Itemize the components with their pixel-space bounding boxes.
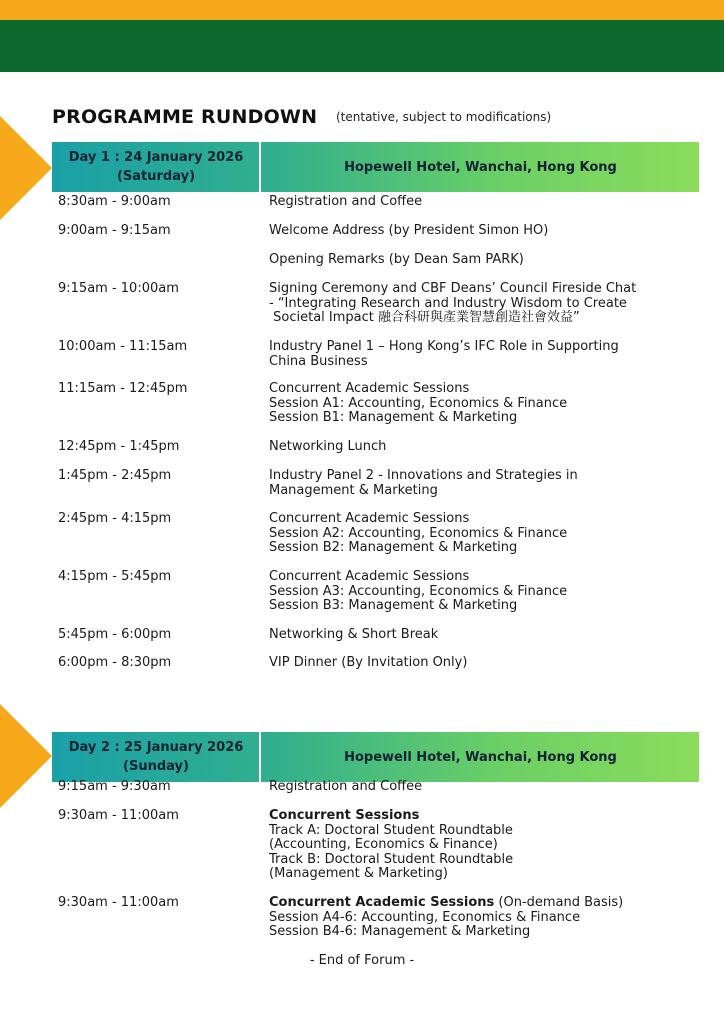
row-description xyxy=(269,512,689,556)
row-description xyxy=(269,340,689,369)
row-time: 6:00pm - 8:30pm xyxy=(58,655,172,670)
day1-label xyxy=(52,142,260,192)
row-time: 8:30am - 9:00am xyxy=(58,194,171,209)
description-line: Track B: Doctoral Student Roundtable xyxy=(269,851,514,867)
day1-date: Day 1 : 24 January 2026 xyxy=(68,150,244,165)
description-line: - “Integrating Research and Industry Wisdom to Create xyxy=(269,295,627,311)
row-time: 2:45pm - 4:15pm xyxy=(58,511,172,526)
description-line: Societal Impact 融合科研與產業智慧創造社會效益” xyxy=(269,310,580,326)
description-line: Registration and Coffee xyxy=(269,194,423,209)
row-time: 9:15am - 9:30am xyxy=(58,779,171,794)
description-line: Session B1: Management & Marketing xyxy=(269,410,518,426)
description-line: Session A4-6: Accounting, Economics & Finance xyxy=(269,909,581,925)
row-description xyxy=(269,224,689,239)
day1-venue: Hopewell Hotel, Wanchai, Hong Kong xyxy=(344,159,617,175)
description-line: Industry Panel 1 – Hong Kong’s IFC Role in Supporting xyxy=(269,339,619,354)
row-time: 1:45pm - 2:45pm xyxy=(58,468,172,483)
row-description xyxy=(269,469,689,498)
description-line: Concurrent Academic Sessions xyxy=(269,381,470,396)
description-line: Session A3: Accounting, Economics & Finance xyxy=(269,583,568,599)
day2-weekday: (Sunday) xyxy=(123,759,189,774)
description-heading-suffix: (On-demand Basis) xyxy=(494,895,624,910)
row-description xyxy=(269,656,689,671)
header-divider xyxy=(259,142,261,192)
description-line: Registration and Coffee xyxy=(269,779,423,794)
row-description xyxy=(269,440,689,455)
row-description xyxy=(269,570,689,614)
row-time: 10:00am - 11:15am xyxy=(58,339,188,354)
row-description xyxy=(269,628,689,643)
row-time: 9:00am - 9:15am xyxy=(58,223,171,238)
row-description xyxy=(269,780,689,795)
top-green-bar xyxy=(0,20,724,72)
end-of-forum: - End of Forum - xyxy=(309,953,415,968)
day2-header xyxy=(52,732,699,782)
description-line: Track A: Doctoral Student Roundtable xyxy=(269,822,513,838)
row-description xyxy=(269,253,689,268)
day1-weekday: (Saturday) xyxy=(116,169,196,184)
description-heading-line xyxy=(269,896,689,911)
day1-arrow-decoration xyxy=(0,116,52,220)
top-orange-bar xyxy=(0,0,724,20)
header-divider xyxy=(259,732,261,782)
description-line: (Accounting, Economics & Finance) xyxy=(269,837,498,853)
row-description xyxy=(269,282,689,326)
description-heading: Concurrent Academic Sessions xyxy=(269,895,495,910)
day2-arrow-decoration xyxy=(0,704,52,808)
row-time: 11:15am - 12:45pm xyxy=(58,381,188,396)
description-line: Session A2: Accounting, Economics & Finance xyxy=(269,525,568,541)
row-time: 5:45pm - 6:00pm xyxy=(58,627,172,642)
day1-header xyxy=(52,142,699,192)
row-description xyxy=(269,896,689,940)
description-line: Session B3: Management & Marketing xyxy=(269,598,518,614)
description-line: Opening Remarks (by Dean Sam PARK) xyxy=(269,252,524,267)
row-time: 9:30am - 11:00am xyxy=(58,895,179,910)
description-line: Welcome Address (by President Simon HO) xyxy=(269,223,549,238)
row-time: 4:15pm - 5:45pm xyxy=(58,569,172,584)
description-heading: Concurrent Sessions xyxy=(269,808,420,823)
description-line: Concurrent Academic Sessions xyxy=(269,569,470,584)
description-line: Concurrent Academic Sessions xyxy=(269,511,470,526)
description-line: VIP Dinner (By Invitation Only) xyxy=(269,655,468,670)
day2-label xyxy=(52,732,260,782)
row-description xyxy=(269,382,689,426)
row-time: 12:45pm - 1:45pm xyxy=(58,439,180,454)
page-subtitle: (tentative, subject to modifications) xyxy=(336,110,552,124)
row-time: 9:30am - 11:00am xyxy=(58,808,179,823)
day2-date: Day 2 : 25 January 2026 xyxy=(68,740,244,755)
description-line: (Management & Marketing) xyxy=(269,866,448,882)
description-line: Session B4-6: Management & Marketing xyxy=(269,924,531,940)
description-line: Networking Lunch xyxy=(269,439,387,454)
description-line: Networking & Short Break xyxy=(269,627,439,642)
row-description xyxy=(269,809,689,882)
description-line: China Business xyxy=(269,353,368,369)
row-description xyxy=(269,195,689,210)
description-line: Industry Panel 2 - Innovations and Strategies in xyxy=(269,468,578,483)
day2-venue: Hopewell Hotel, Wanchai, Hong Kong xyxy=(344,749,617,765)
row-time: 9:15am - 10:00am xyxy=(58,281,179,296)
description-line: Signing Ceremony and CBF Deans’ Council Fireside Chat xyxy=(269,281,637,296)
description-line: Session A1: Accounting, Economics & Finance xyxy=(269,395,568,411)
page-title: PROGRAMME RUNDOWN xyxy=(52,106,318,128)
description-line: Management & Marketing xyxy=(269,482,438,498)
description-line: Session B2: Management & Marketing xyxy=(269,540,518,556)
